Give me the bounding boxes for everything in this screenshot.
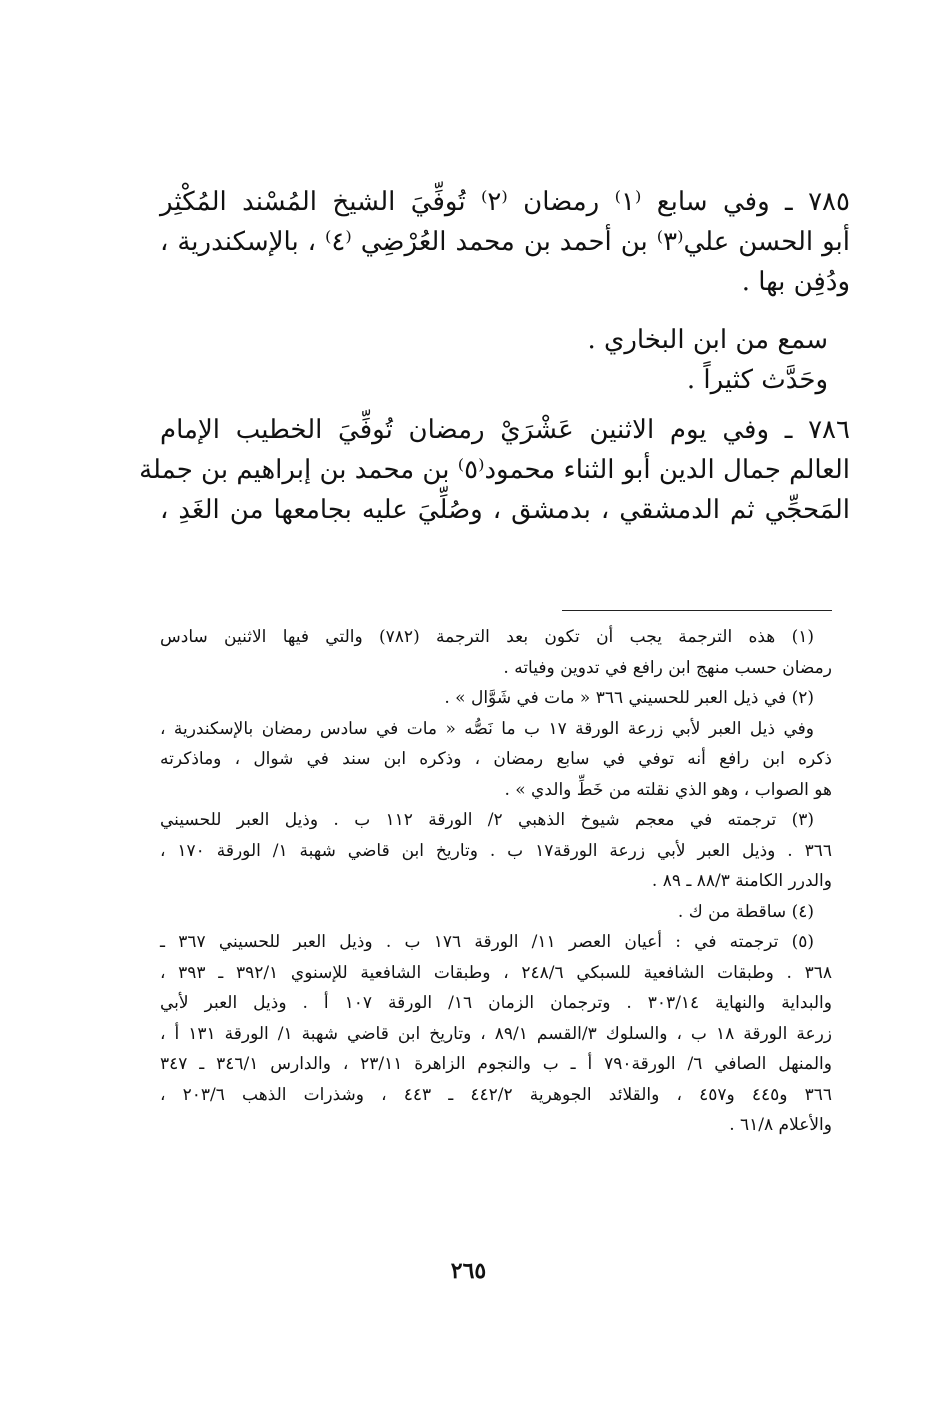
entry-786-line-2: العالم جمال الدين أبو الثناء محمود⁽٥⁾ بن محمد بن إبراهيم بن جملة: [139, 455, 850, 485]
entry-786-line-3: المَحجِّي ثم الدمشقي ، بدمشق ، وصُلِّيَ عليه بجامعها من الغَدِ ،: [160, 495, 850, 525]
footnote-3-line-3: والدرر الكامنة ٨٨/٣ ـ ٨٩ .: [651, 871, 832, 891]
footnote-2b-line-3: هو الصواب ، وهو الذي نقلته من خَطِّ والدي » .: [504, 779, 832, 800]
page-number: ٢٦٥: [450, 1258, 487, 1284]
footnote-2b-line-1: وفي ذيل العبر لأبي زرعة الورقة ١٧ ب ما نَصُّه « مات في سادس رمضان بالإسكندرية ،: [160, 718, 814, 739]
entry-786-line-1: ٧٨٦ ـ وفي يوم الاثنين عَشْرَيْ رمضان تُوفِّيَ الخطيب الإمام: [160, 415, 850, 445]
footnote-4-line-1: (٤) ساقطة من ك .: [677, 901, 814, 922]
footnote-5-line-4: زرعة الورقة ١٨ ب ، والسلوك ٣/القسم ٨٩/١ ، وتاريخ ابن قاضي شهبة ١/ الورقة ١٣١ أ ،: [160, 1023, 833, 1044]
footnotes: [160, 622, 832, 1141]
footnote-3-line-2: ٣٦٦ . وذيل العبر لأبي زرعة الورقة١٧ ب . وتاريخ ابن قاضي شهبة ١/ الورقة ١٧٠ ،: [160, 840, 833, 861]
footnote-5-line-3: والبداية والنهاية ٣٠٣/١٤ . وترجمان الزمان ١٦/ الورقة ١٠٧ أ . وذيل العبر لأبي: [160, 993, 832, 1013]
entry-785-sub-line-2: وحَدَّث كثيراً .: [686, 365, 828, 395]
footnote-5-line-7: والأعلام ٦١/٨ .: [729, 1115, 832, 1135]
entry-785-line-1: ٧٨٥ ـ وفي سابع ⁽١⁾ رمضان ⁽٢⁾ تُوفِّيَ الشيخ المُسْند المُكْثِر: [160, 187, 850, 217]
footnote-2b-line-2: ذكره ابن رافع أنه توفي في سابع رمضان ، وذكره ابن سند في شوال ، وماذكرته: [160, 749, 832, 769]
footnote-5-line-2: ٣٦٨ . وطبقات الشافعية للسبكي ٢٤٨/٦ ، وطبقات الشافعية للإسنوي ٣٩٢/١ ـ ٣٩٣ ،: [160, 962, 833, 983]
footnote-1-line-1: (١) هذه الترجمة يجب أن تكون بعد الترجمة (٧٨٢) والتي فيها الاثنين سادس: [160, 627, 814, 647]
footnote-1-line-2: رمضان حسب منهج ابن رافع في تدوين وفياته .: [503, 657, 832, 678]
footnote-2-line-1: (٢) في ذيل العبر للحسيني ٣٦٦ « مات في شَوَّال » .: [444, 688, 814, 708]
footnote-separator: [562, 610, 832, 611]
footnote-3-line-1: (٣) ترجمته في معجم شيوخ الذهبي ٢/ الورقة ١١٢ ب . وذيل العبر للحسيني: [160, 810, 815, 830]
footnote-5-line-5: والمنهل الصافي ٦/ الورقة٧٩٠ أ ـ ب والنجوم الزاهرة ٢٣/١١ ، والدارس ٣٤٦/١ ـ ٣٤٧: [160, 1054, 832, 1074]
entry-785-line-2: أبو الحسن علي⁽٣⁾ بن أحمد بن محمد العُرْضِي ⁽٤⁾ ، بالإسكندرية ،: [160, 227, 850, 257]
footnote-5-line-1: (٥) ترجمته في : أعيان العصر ١١/ الورقة ١٧٦ ب . وذيل العبر للحسيني ٣٦٧ ـ: [160, 932, 814, 952]
main-text: [139, 182, 850, 530]
footnote-5-line-6: ٣٦٦ و٤٤٥ و٤٥٧ ، والقلائد الجوهرية ٤٤٢/٢ ـ ٤٤٣ ، وشذرات الذهب ٢٠٣/٦ ،: [160, 1084, 833, 1105]
entry-785-sub-line-1: سمع من ابن البخاري .: [587, 325, 828, 355]
entry-785-line-3: ودُفِن بها .: [741, 267, 850, 297]
